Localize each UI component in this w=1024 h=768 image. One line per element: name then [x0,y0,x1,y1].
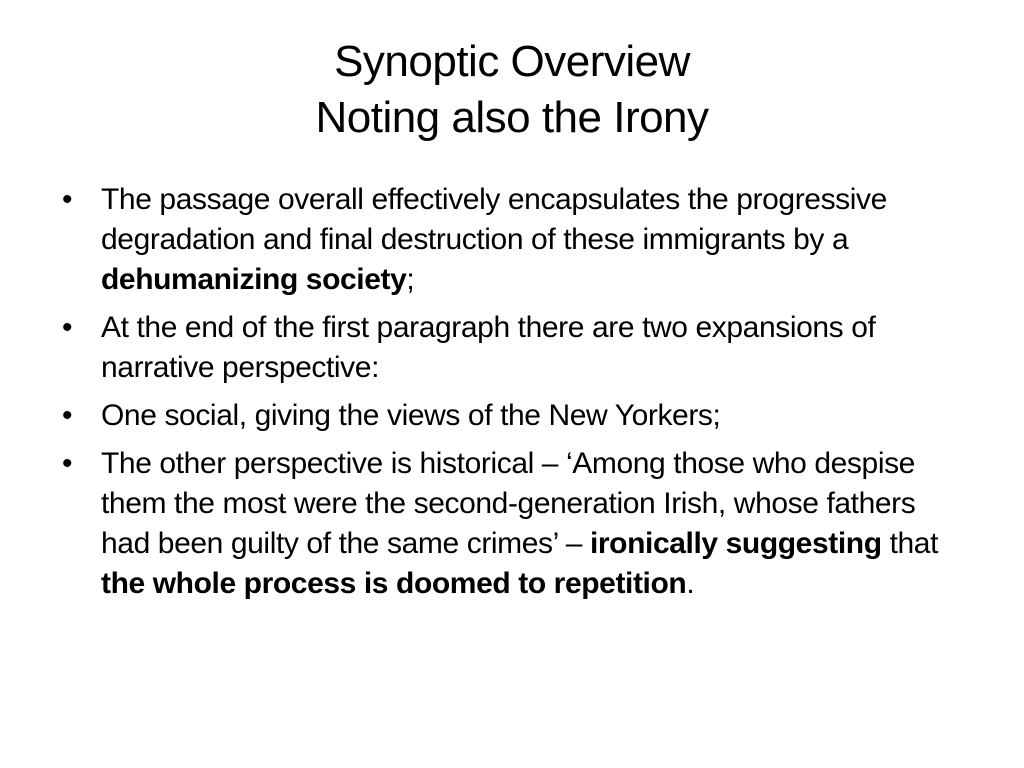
bullet-text-part: One social, giving the views of the New Yorkers; [101,399,721,432]
bullet-list [62,180,962,612]
bullet-text-part: that [881,527,939,560]
title-line-1: Synoptic Overview [334,37,690,86]
title-line-2: Noting also the Irony [315,93,709,142]
bullet-text-part: The other perspective is historical – ‘Among those who despise them the most were the second-generation Irish, whose fathers had been guilty of the same crimes’ – [101,447,916,560]
bullet-icon: • [62,311,73,344]
bullet-item [62,444,962,604]
bullet-text [101,183,887,296]
bullet-text [101,399,720,432]
bullet-text-part: ; [406,263,415,296]
slide-title [0,34,1024,146]
bullet-bold-text: dehumanizing society [101,263,407,296]
bullet-text [101,311,875,384]
bullet-icon: • [62,447,73,480]
bullet-item [62,308,962,388]
bullet-text [101,447,938,600]
bullet-text-part: At the end of the first paragraph there are two expansions of narrative perspective: [101,311,876,384]
bullet-text-part: The passage overall effectively encapsulates the progressive degradation and final destruction of these immigrants by a [101,183,887,256]
bullet-icon: • [62,399,73,432]
bullet-bold-text: the whole process is doomed to repetition [101,567,687,600]
bullet-item [62,396,962,436]
bullet-text-part: . [686,567,695,600]
bullet-item [62,180,962,300]
bullet-icon: • [62,183,73,216]
bullet-bold-text: ironically suggesting [589,527,882,560]
